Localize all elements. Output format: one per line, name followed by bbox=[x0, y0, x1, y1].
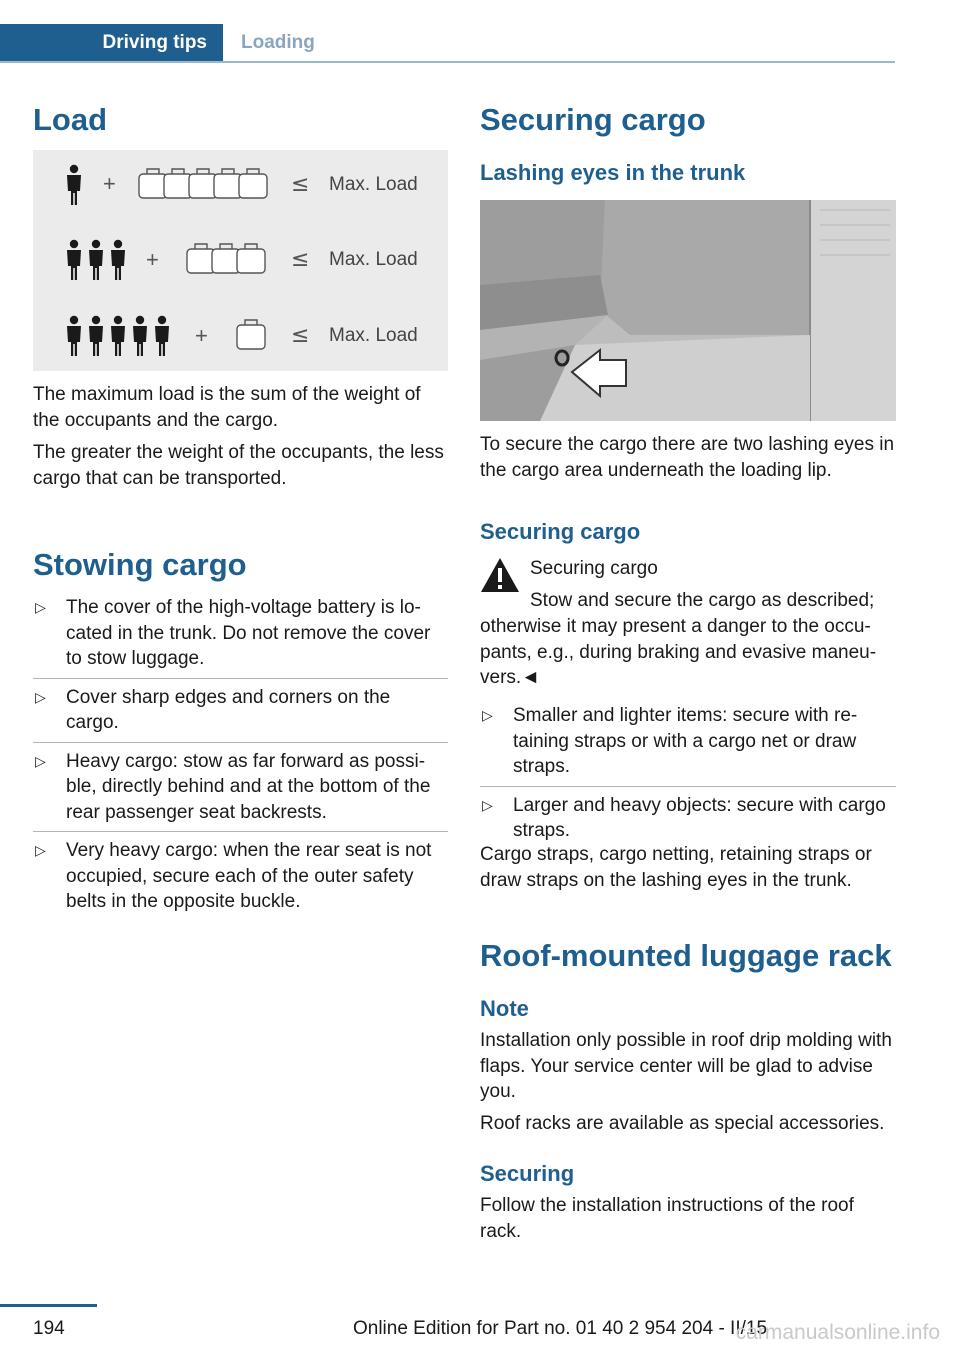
max-load-figure bbox=[33, 150, 448, 371]
warning-text-rest: otherwise it may present a danger to the occu-pants, e.g., during braking and evasive maneu-vers.◄ bbox=[480, 616, 877, 688]
max-load-diagram bbox=[33, 150, 448, 371]
footer-rule bbox=[0, 1304, 97, 1307]
list-divider bbox=[33, 831, 448, 832]
note-paragraph-1: Installation only possible in roof drip molding with flaps. Your service center will be glad to advise you. bbox=[480, 1030, 892, 1102]
lashing-paragraph: To secure the cargo there are two lashing eyes in the cargo area underneath the loading lip. bbox=[480, 434, 895, 481]
list-item-text: Smaller and lighter items: secure with re-taining straps or with a cargo net or draw straps. bbox=[513, 705, 858, 777]
page-number: 194 bbox=[33, 1318, 65, 1339]
list-item bbox=[33, 838, 448, 915]
triangle-right-icon: ▷ bbox=[35, 688, 46, 705]
triangle-right-icon: ▷ bbox=[35, 842, 46, 858]
max-load-label-3: Max. Load bbox=[329, 325, 418, 346]
list-divider bbox=[33, 678, 448, 679]
plus-sign-3: + bbox=[195, 323, 208, 348]
list-item-text: Cover sharp edges and corners on the cargo. bbox=[66, 686, 391, 733]
list-item bbox=[33, 595, 448, 672]
list-item-text: Heavy cargo: stow as far forward as possi-ble, directly behind and at the bottom of the rear passenger seat backrests. bbox=[66, 750, 431, 823]
header-rule bbox=[0, 61, 895, 63]
roof-rack-heading: Roof-mounted luggage rack bbox=[480, 938, 892, 973]
securing-list bbox=[480, 703, 896, 844]
list-divider bbox=[480, 786, 896, 787]
list-item-text: Very heavy cargo: when the rear seat is not occupied, secure each of the outer safety belts in the opposite buckle. bbox=[66, 840, 432, 912]
max-load-label-1: Max. Load bbox=[329, 174, 418, 195]
warning-title: Securing cargo bbox=[530, 558, 658, 579]
securing-cargo-heading: Securing cargo bbox=[480, 102, 706, 137]
trunk-illustration bbox=[480, 200, 896, 421]
list-item bbox=[33, 685, 448, 736]
list-item-text: Larger and heavy objects: secure with cargo straps. bbox=[513, 794, 886, 841]
stowing-cargo-heading: Stowing cargo bbox=[33, 547, 247, 582]
securing-paragraph: Follow the installation instructions of the roof rack. bbox=[480, 1195, 854, 1242]
securing-list-container bbox=[480, 703, 896, 850]
leq-sign-3: ≤ bbox=[291, 323, 310, 348]
securing-subheading: Securing bbox=[480, 1161, 575, 1186]
list-item bbox=[480, 703, 896, 780]
tab-loading[interactable]: Loading bbox=[241, 32, 315, 53]
note-paragraph-2: Roof racks are available as special accessories. bbox=[480, 1113, 885, 1134]
plus-sign-2: + bbox=[146, 247, 159, 272]
securing-cargo-subheading: Securing cargo bbox=[480, 519, 641, 544]
stowing-list-container bbox=[33, 595, 448, 921]
warning-triangle-icon bbox=[480, 557, 520, 593]
straps-paragraph: Cargo straps, cargo netting, retaining straps or draw straps on the lashing eyes in the trunk. bbox=[480, 844, 872, 891]
triangle-right-icon: ▷ bbox=[35, 599, 46, 615]
load-row-1 bbox=[67, 165, 418, 205]
list-item bbox=[33, 749, 448, 826]
load-row-3 bbox=[67, 316, 418, 356]
list-divider bbox=[33, 742, 448, 743]
triangle-right-icon: ▷ bbox=[482, 707, 493, 723]
warning-text-first: Stow and secure the cargo as described; bbox=[530, 589, 875, 611]
lashing-eyes-subheading: Lashing eyes in the trunk bbox=[480, 160, 746, 185]
leq-sign-1: ≤ bbox=[291, 172, 310, 197]
tab-driving-tips[interactable]: Driving tips bbox=[0, 24, 223, 62]
stowing-list bbox=[33, 595, 448, 915]
trunk-lashing-eye-photo bbox=[480, 200, 896, 421]
leq-sign-2: ≤ bbox=[291, 247, 310, 272]
load-paragraph-2: The greater the weight of the occupants, the less cargo that can be transported. bbox=[33, 442, 444, 489]
triangle-right-icon: ▷ bbox=[482, 796, 493, 813]
warning-box bbox=[530, 556, 896, 613]
triangle-right-icon: ▷ bbox=[35, 752, 46, 769]
list-item-text: The cover of the high-voltage battery is lo-cated in the trunk. Do not remove the cover to stow luggage. bbox=[66, 597, 431, 669]
list-item bbox=[480, 793, 896, 844]
edition-label: Online Edition for Part no. 01 40 2 954 204 - II/15 bbox=[352, 1318, 768, 1339]
load-paragraph-1: The maximum load is the sum of the weight of the occupants and the cargo. bbox=[33, 384, 421, 431]
plus-sign-1: + bbox=[103, 171, 116, 196]
watermark: carmanualsonline.info bbox=[735, 1321, 940, 1344]
load-row-2 bbox=[67, 240, 418, 280]
max-load-label-2: Max. Load bbox=[329, 249, 418, 270]
note-subheading: Note bbox=[480, 996, 529, 1021]
load-heading: Load bbox=[33, 102, 108, 137]
